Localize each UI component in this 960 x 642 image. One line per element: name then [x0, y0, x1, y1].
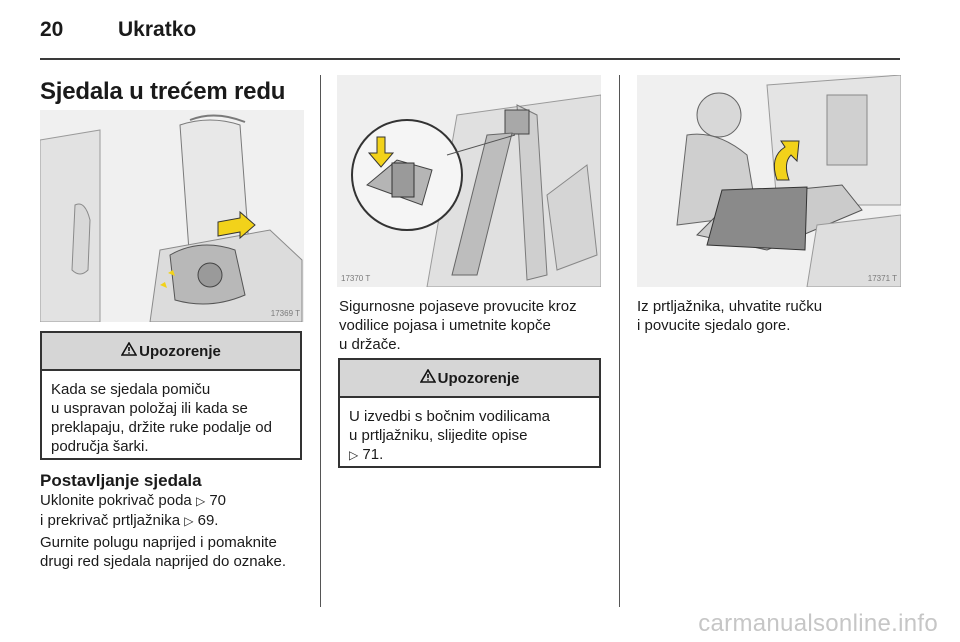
warning-header	[42, 333, 300, 371]
text-line: Iz prtljažnika, uhvatite ručku	[637, 298, 823, 315]
text-line	[40, 511, 310, 531]
reference-arrow-icon: ▷	[184, 514, 194, 528]
header-divider	[40, 58, 900, 60]
seat-lever-drawing	[40, 110, 304, 322]
seat-lifting-illustration	[637, 75, 901, 287]
warning-line: područja šarki.	[51, 438, 149, 455]
watermark: carmanualsonline.info	[698, 610, 938, 637]
warning-triangle-icon	[420, 369, 436, 387]
side-guides-warning-box	[338, 358, 601, 468]
lift-seat-instructions	[637, 297, 897, 335]
text-line	[40, 491, 310, 511]
page-number: 20	[40, 18, 64, 41]
text-line: vodilice pojasa i umetnite kopče	[339, 317, 551, 334]
warning-line: Kada se sjedala pomiču	[51, 381, 211, 398]
figure-label: 17369 T	[270, 309, 300, 318]
text-line: i povucite sjedalo gore.	[637, 317, 791, 334]
warning-header	[340, 360, 599, 398]
text-line: Gurnite polugu naprijed i pomaknite	[40, 534, 277, 551]
seat-lever-illustration	[40, 110, 304, 322]
figure-label: 17370 T	[341, 274, 371, 283]
text-line: drugi red sjedala naprijed do oznake.	[40, 553, 286, 570]
column-divider	[320, 75, 321, 607]
reference-arrow-icon: ▷	[349, 448, 359, 462]
text-fragment: i prekrivač prtljažnika	[40, 512, 181, 529]
column-divider	[619, 75, 620, 607]
section-title: Sjedala u trećem redu	[40, 78, 286, 105]
seatbelt-drawing	[337, 75, 601, 287]
seat-lift-drawing	[637, 75, 901, 287]
text-line: u držače.	[339, 336, 401, 353]
warning-title: Upozorenje	[139, 342, 221, 360]
warning-title: Upozorenje	[437, 369, 520, 387]
lever-instructions	[40, 533, 320, 571]
text-fragment: Uklonite pokrivač poda	[40, 492, 192, 509]
removal-instructions	[40, 491, 310, 531]
seatbelt-guide-illustration	[337, 75, 601, 287]
figure-label: 17371 T	[867, 274, 897, 283]
warning-line: u prtljažniku, slijedite opise	[349, 427, 528, 444]
warning-line: preklapaju, držite ruke podalje od	[51, 419, 272, 436]
warning-line	[349, 445, 590, 465]
seatbelt-instructions	[339, 297, 609, 354]
warning-line: U izvedbi s bočnim vodilicama	[349, 408, 550, 425]
warning-text	[42, 371, 300, 464]
reference-arrow-icon: ▷	[195, 494, 206, 508]
page-reference[interactable]: 70	[209, 492, 227, 509]
warning-triangle-icon	[121, 342, 137, 360]
text-line: Sigurnosne pojaseve provucite kroz	[339, 298, 577, 315]
chapter-title: Ukratko	[118, 18, 197, 41]
warning-line: u uspravan položaj ili kada se	[51, 400, 248, 417]
hinge-warning-box	[40, 331, 302, 460]
page-reference[interactable]: 69.	[197, 512, 219, 529]
subsection-title: Postavljanje sjedala	[40, 471, 202, 490]
page-reference[interactable]: 71.	[362, 446, 384, 463]
warning-text	[340, 398, 599, 473]
